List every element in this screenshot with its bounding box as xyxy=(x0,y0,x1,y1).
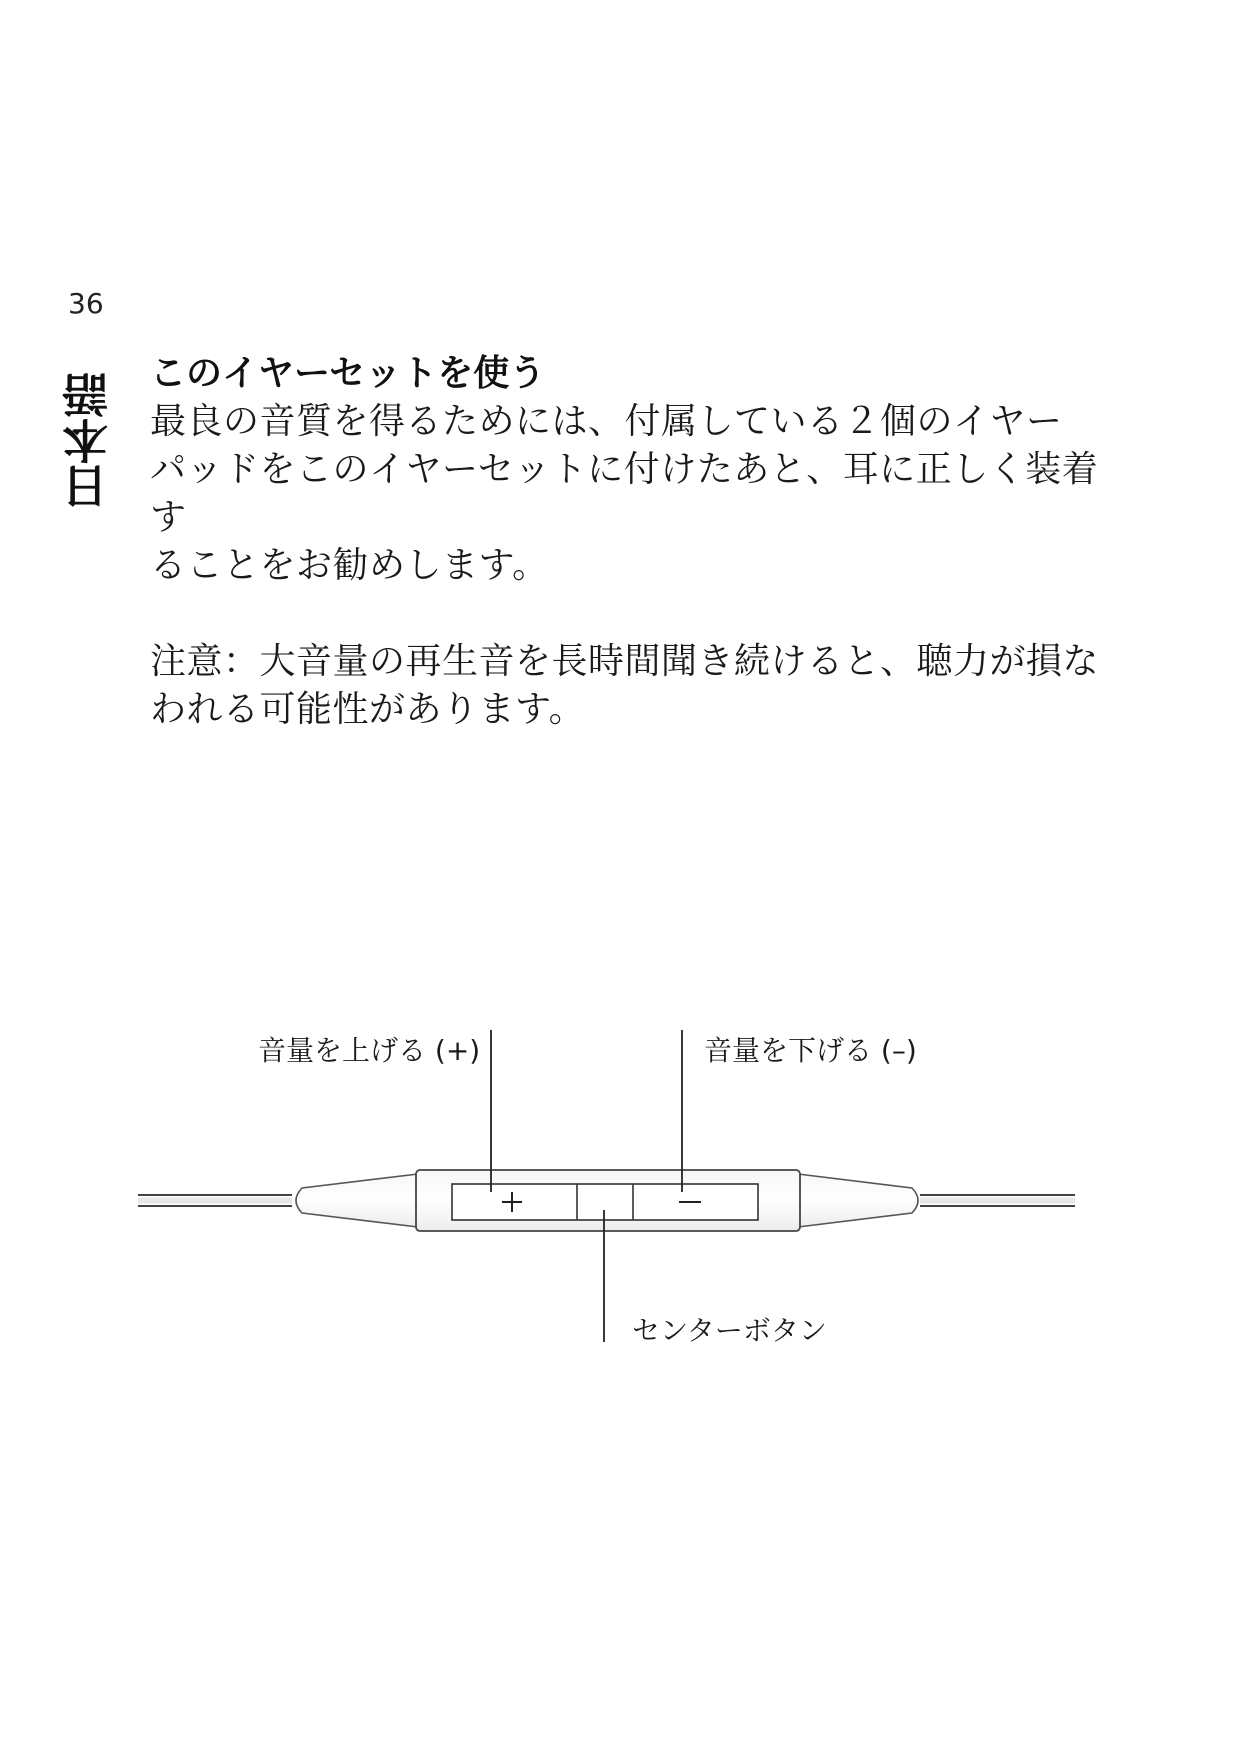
content xyxy=(150,350,1100,734)
right-strain-relief xyxy=(798,1174,918,1227)
language-tab: 日本語 xyxy=(61,372,115,510)
remote-illustration xyxy=(0,1020,1241,1380)
left-cable xyxy=(138,1195,292,1206)
volume-down-label: 音量を下げる (–) xyxy=(704,1034,917,1067)
section-title: このイヤーセットを使う xyxy=(150,353,546,394)
right-cable xyxy=(920,1195,1075,1206)
center-button[interactable] xyxy=(577,1184,633,1220)
volume-down-button[interactable] xyxy=(633,1184,758,1220)
left-strain-relief xyxy=(296,1174,418,1227)
body-paragraph: 最良の音質を得るためには、付属している２個のイヤー パッドをこのイヤーセットに付けたあと、耳に正しく装着す ることをお勧めします。 xyxy=(150,401,1099,586)
page-number: 36 xyxy=(68,287,104,320)
volume-up-button[interactable] xyxy=(452,1184,577,1220)
caution-paragraph: 注意：大音量の再生音を長時間聞き続けると、聴力が損な われる可能性があります。 xyxy=(150,641,1100,730)
remote-diagram xyxy=(0,1020,1241,1380)
volume-up-label: 音量を上げる (+) xyxy=(258,1034,481,1067)
center-button-label: センターボタン xyxy=(632,1314,827,1347)
